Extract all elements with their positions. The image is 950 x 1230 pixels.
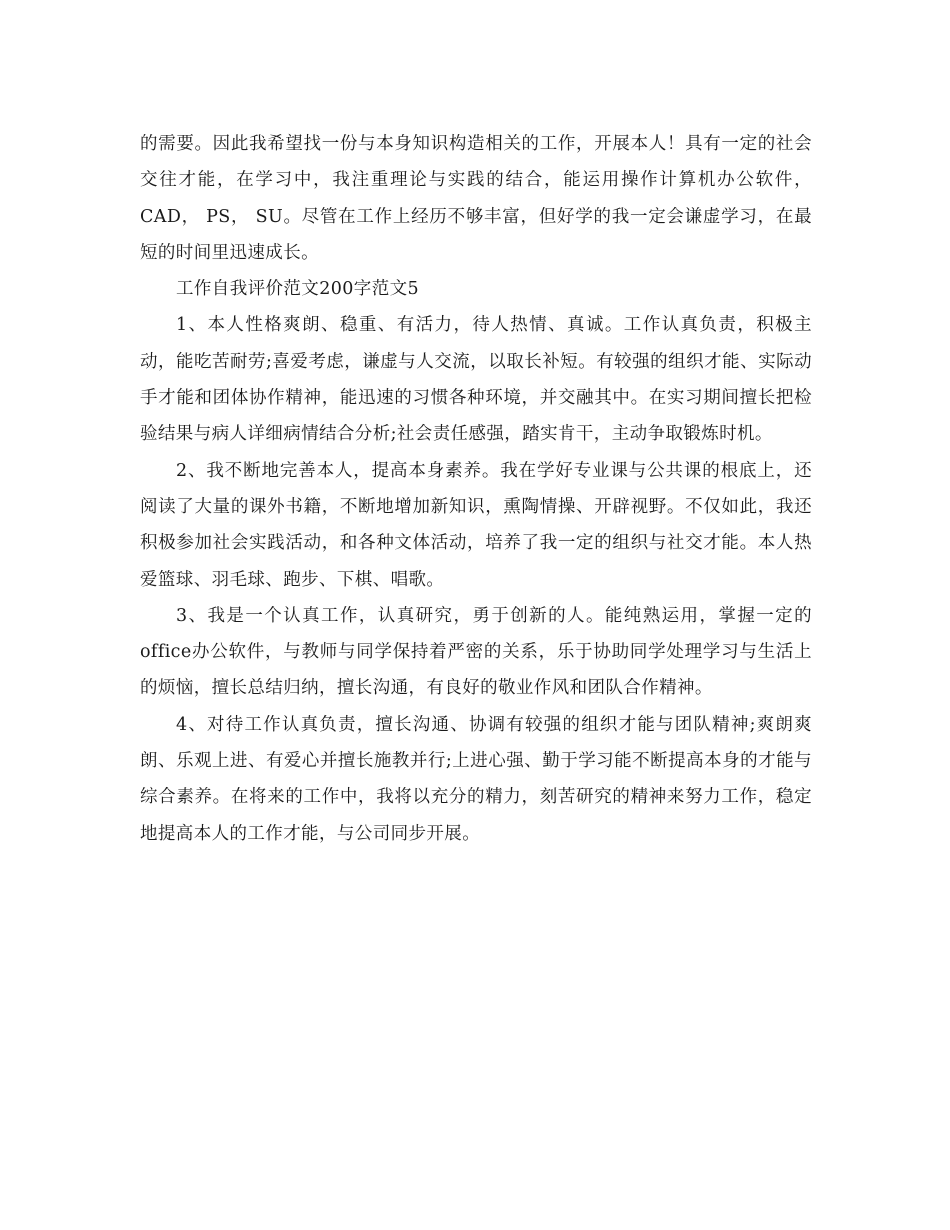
section-heading: 工作自我评价范文200字范文5 xyxy=(176,279,420,300)
intro-paragraph: 的需要。因此我希望找一份与本身知识构造相关的工作，开展本人！具有一定的社会交往才能，在学习中，我注重理论与实践的结合，能运用操作计算机办公软件，CAD， PS， SU。尽管在工作上经历不够丰富，但好学的我一定会谦虚学习，在最短的时间里迅速成长。 xyxy=(140,134,812,263)
list-item: 3、我是一个认真工作，认真研究，勇于创新的人。能纯熟运用，掌握一定的office办公软件，与教师与同学保持着严密的关系，乐于协助同学处理学习与生活上的烦恼，擅长总结归纳，擅长沟通，有良好的敬业作风和团队合作精神。 xyxy=(140,605,812,699)
document-body xyxy=(140,126,812,852)
list-item: 1、本人性格爽朗、稳重、有活力，待人热情、真诚。工作认真负责，积极主动，能吃苦耐劳;喜爱考虑，谦虚与人交流，以取长补短。有较强的组织才能、实际动手才能和团体协作精神，能迅速的习惯各种环境，并交融其中。在实习期间擅长把检验结果与病人详细病情结合分析;社会责任感强，踏实肯干，主动争取锻炼时机。 xyxy=(140,315,812,445)
list-item: 4、对待工作认真负责，擅长沟通、协调有较强的组织才能与团队精神;爽朗爽朗、乐观上进、有爱心并擅长施教并行;上进心强、勤于学习能不断提高本身的才能与综合素养。在将来的工作中，我将以充分的精力，刻苦研究的精神来努力工作，稳定地提高本人的工作才能，与公司同步开展。 xyxy=(140,714,812,844)
list-item: 2、我不断地完善本人，提高本身素养。我在学好专业课与公共课的根底上，还阅读了大量的课外书籍，不断地增加新知识，熏陶情操、开辟视野。不仅如此，我还积极参加社会实践活动，和各种文体活动，培养了我一定的组织与社交才能。本人热爱篮球、羽毛球、跑步、下棋、唱歌。 xyxy=(140,460,812,590)
